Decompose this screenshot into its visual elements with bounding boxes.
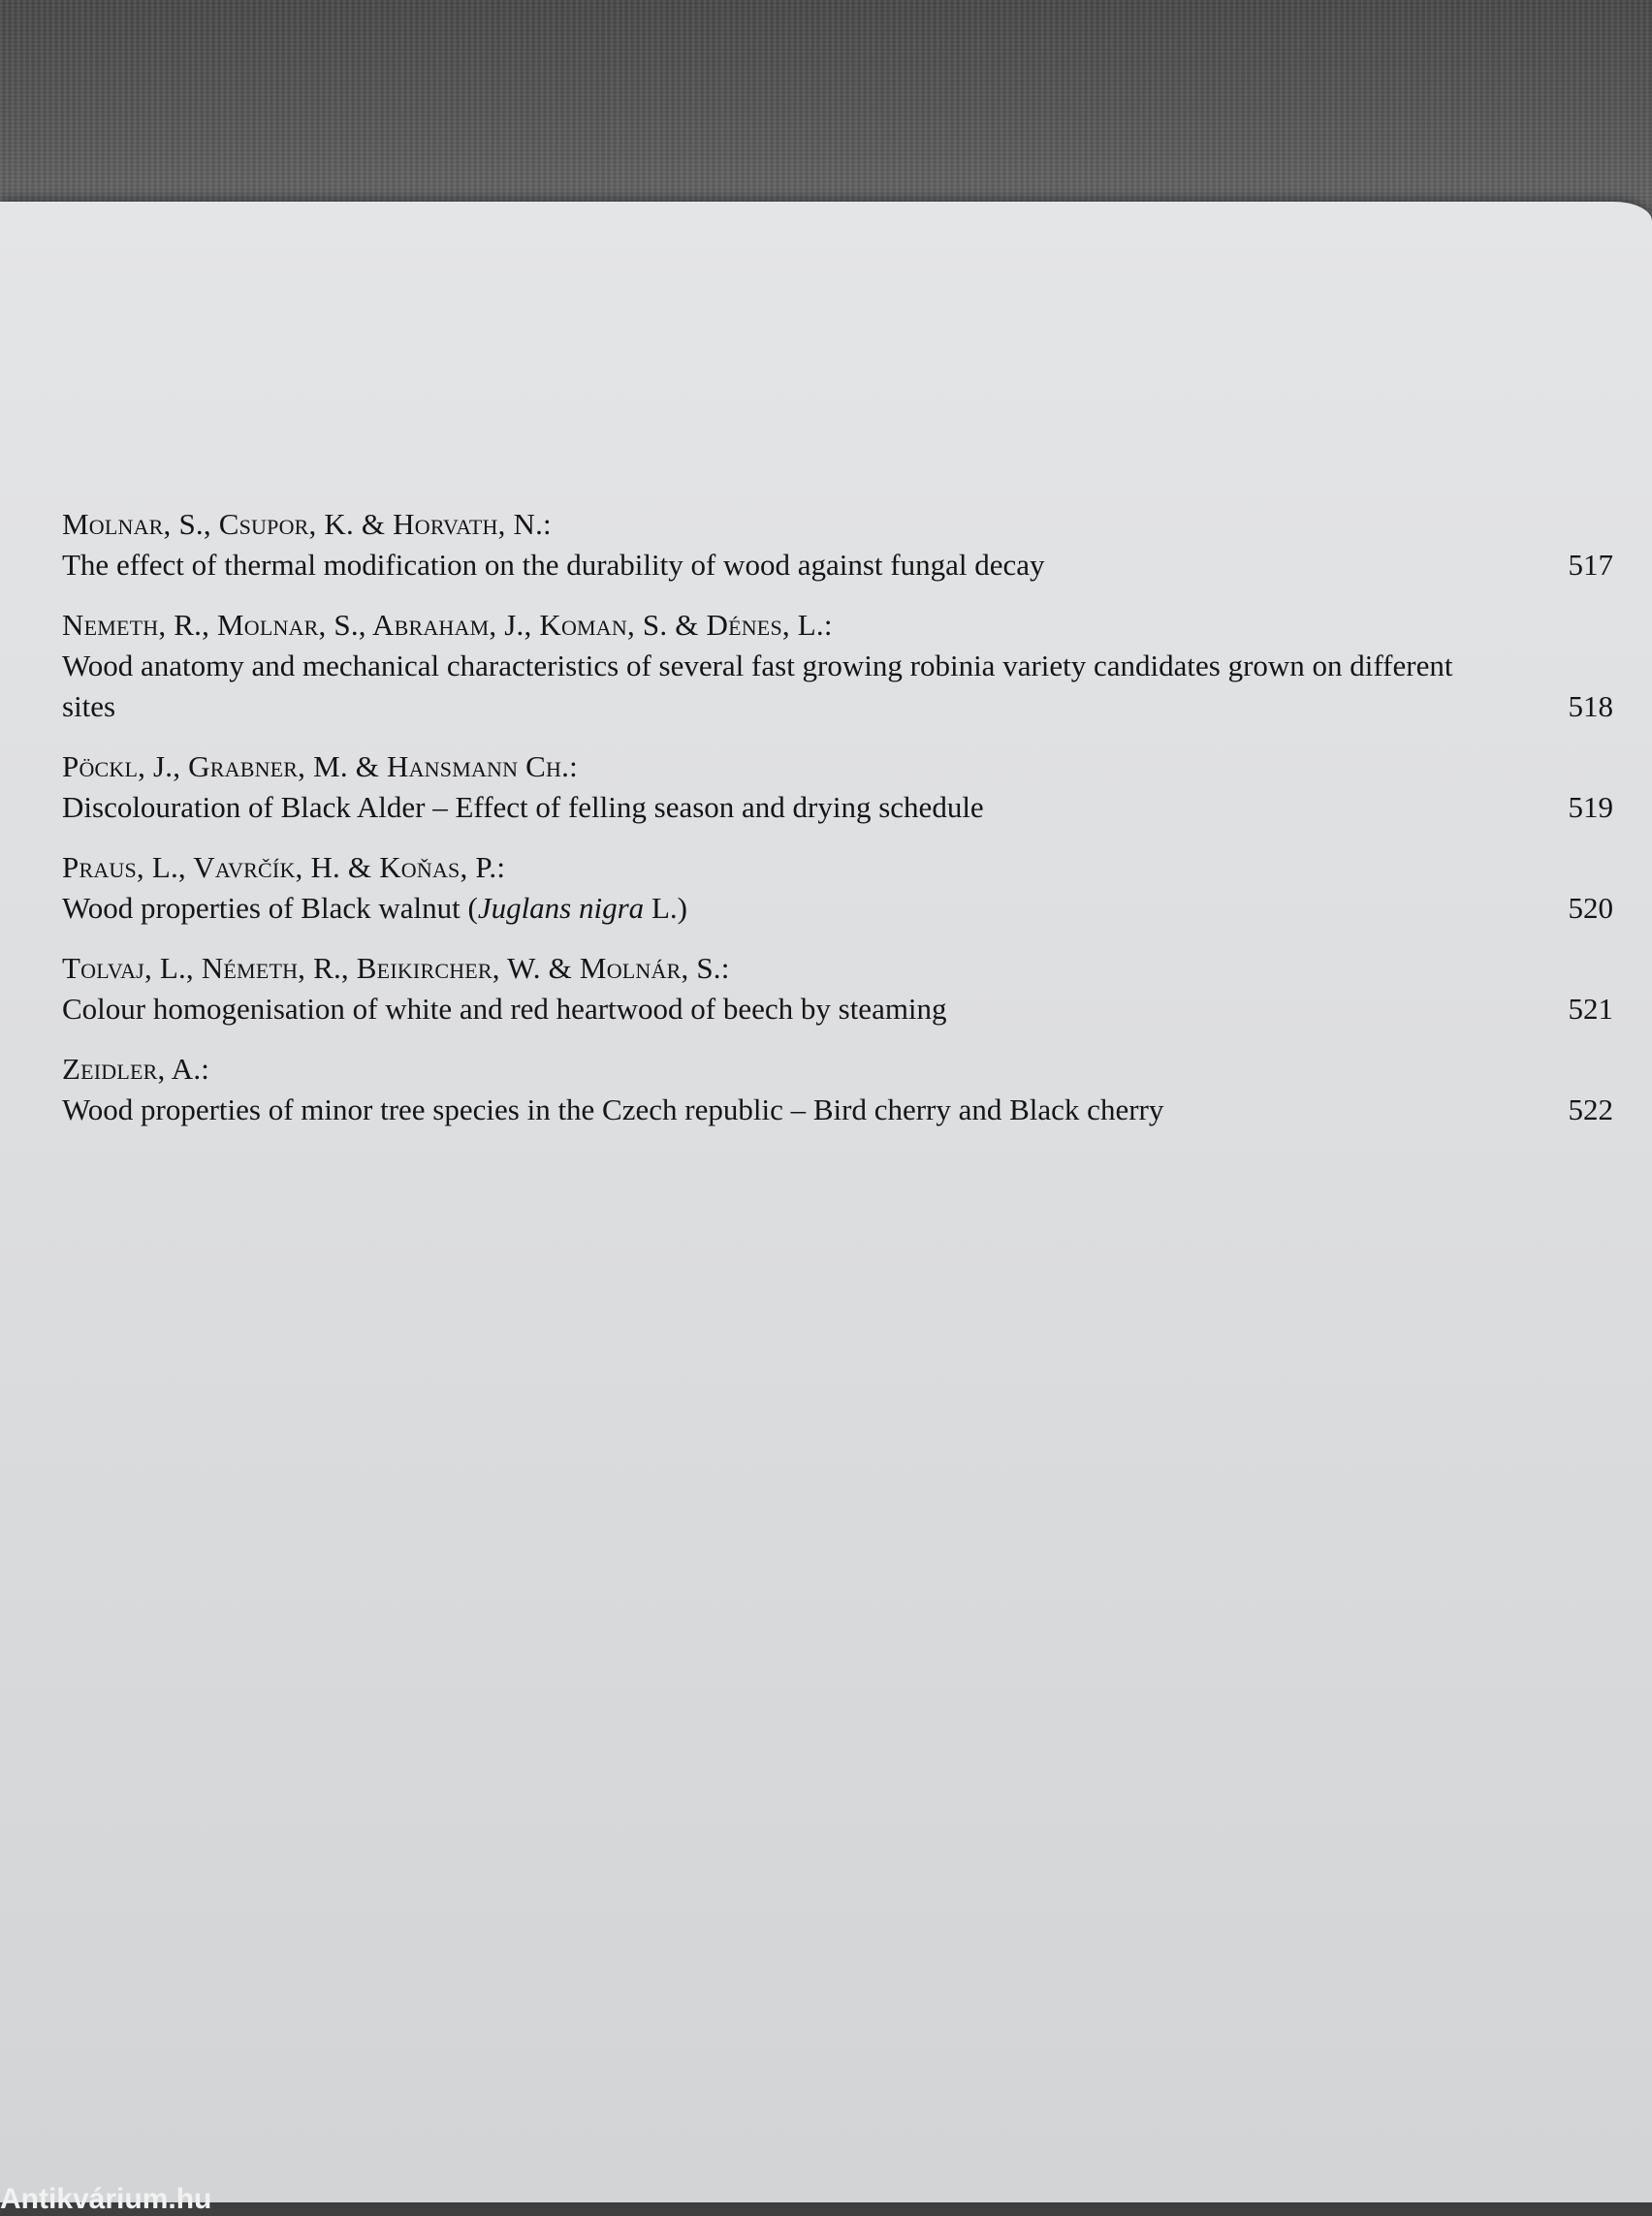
toc-entry — [62, 746, 1613, 828]
toc-entry-authors: Praus, L., Vavrčík, H. & Koňas, P.: — [62, 847, 1613, 888]
toc-entry-title: Wood properties of minor tree species in the Czech republic – Bird cherry and Black cherry — [62, 1090, 1613, 1130]
toc-entry-page-number: 522 — [1569, 1090, 1614, 1130]
toc-entry-page-number: 517 — [1569, 545, 1614, 586]
table-of-contents — [62, 504, 1613, 1150]
toc-entry-authors: Molnar, S., Csupor, K. & Horvath, N.: — [62, 504, 1613, 545]
toc-entry-authors: Zeidler, A.: — [62, 1049, 1613, 1090]
toc-entry-title: The effect of thermal modification on the durability of wood against fungal decay — [62, 545, 1613, 586]
toc-entry — [62, 605, 1613, 727]
toc-entry — [62, 948, 1613, 1029]
toc-entry-title: Wood anatomy and mechanical characteristics of several fast growing robinia variety candidates grown on different sites — [62, 646, 1613, 727]
toc-entry-authors: Nemeth, R., Molnar, S., Abraham, J., Koman, S. & Dénes, L.: — [62, 605, 1613, 646]
toc-entry-page-number: 518 — [1569, 686, 1614, 727]
book-page — [0, 202, 1652, 2202]
toc-entry-title — [62, 888, 1613, 929]
toc-entry-title-part: L.) — [644, 891, 687, 925]
toc-entry-title: Colour homogenisation of white and red heartwood of beech by steaming — [62, 989, 1613, 1029]
toc-entry-page-number: 521 — [1569, 989, 1614, 1029]
toc-entry — [62, 847, 1613, 929]
toc-entry-authors: Tolvaj, L., Németh, R., Beikircher, W. & Molnár, S.: — [62, 948, 1613, 989]
table-surface-background — [0, 0, 1652, 233]
toc-entry — [62, 1049, 1613, 1130]
toc-entry-authors: Pöckl, J., Grabner, M. & Hansmann Ch.: — [62, 746, 1613, 787]
toc-entry-title-part: Wood properties of Black walnut ( — [62, 891, 478, 925]
toc-entry-title: Discolouration of Black Alder – Effect of felling season and drying schedule — [62, 787, 1613, 828]
toc-entry-title-species: Juglans nigra — [478, 891, 644, 925]
toc-entry — [62, 504, 1613, 586]
toc-entry-page-number: 519 — [1569, 787, 1614, 828]
toc-entry-page-number: 520 — [1569, 888, 1614, 929]
watermark-logo: Antikvárium.hu — [0, 2183, 211, 2216]
